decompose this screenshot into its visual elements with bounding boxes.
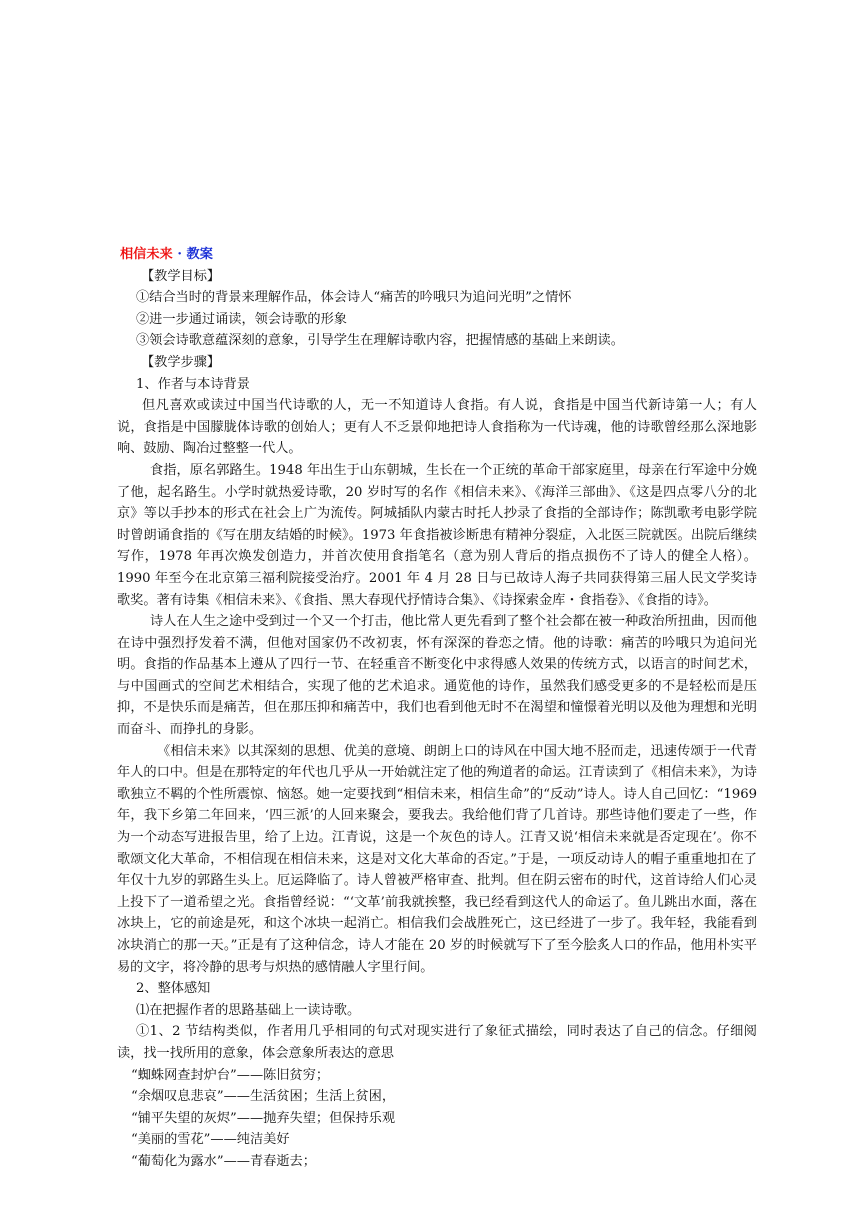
section-2-subheading: ⑴在把握作者的思路基础上一读诗歌。 [136,1002,361,1018]
imagery-item: “铺平失望的灰烬”——抛弃失望；但保持乐观 [131,1110,396,1126]
goal-item-2: ②进一步通过诵读，领会诗歌的形象 [136,311,347,327]
section-2-heading: 2、整体感知 [136,981,211,997]
heading-teaching-steps: 【教学步骤】 [141,354,221,370]
title-separator: · 教案 [177,247,213,262]
goal-item-3: ③领会诗歌意蕴深刻的意象，引导学生在理解诗歌内容，把握情感的基础上来朗读。 [136,333,624,349]
section-1-heading: 1、作者与本诗背景 [136,376,250,392]
document-title [120,244,757,266]
imagery-item: “葡萄化为露水”——青春逝去； [131,1153,316,1169]
title-main: 相信未来 [120,247,173,262]
imagery-item: “美丽的雪花”——纯洁美好 [131,1132,290,1148]
imagery-item: “蜘蛛网查封炉台”——陈旧贫穷； [131,1067,330,1083]
heading-teaching-goals: 【教学目标】 [141,268,221,284]
paragraph-intro: 但凡喜欢或读过中国当代诗歌的人，无一不知道诗人食指。有人说，食指是中国当代新诗第一人；有人说，食指是中国朦胧体诗歌的创始人；更有人不乏景仰地把诗人食指称为一代诗魂，他的诗歌曾经那么深地影响、鼓励、陶冶过整整一代人。 [117,398,757,457]
imagery-item: “余烟叹息悲哀”——生活贫困；生活上贫困， [131,1089,396,1105]
paragraph-background: 《相信未来》以其深刻的思想、优美的意境、朗朗上口的诗风在中国大地不胫而走，迅速传颂于一代青年人的口中。但是在那特定的年代也几乎从一开始就注定了他的殉道者的命运。江青读到了《相信未来》，为诗歌独立不羁的个性所震惊、恼怒。她一定要找到“相信未来，相信生命”的“反动”诗人。诗人自己回忆：“1969 年，我下乡第二年回来，‘四三派’的人回来聚会，要我去。我给他们背了几首诗。那些诗他们要走了一些，作为一个动态写进报告里，给了上边。江青说，这是一个灰色的诗人。江青又说‘相信未来就是否定现在’。你不歌颂文化大革命，不相信现在相信未来，这是对文化大革命的否定。”于是，一项反动诗人的帽子重重地扣在了年仅十九岁的郭路生头上。厄运降临了。诗人曾被严格审查、批判。但在阴云密布的时代，这首诗给人们心灵上投下了一道希望之光。食指曾经说：“‘文革’前我就挨整，我已经看到这代人的命运了。鱼儿跳出水面，落在冰块上，它的前途是死，和这个冰块一起消亡。相信我们会战胜死亡，这已经进了一步了。我年轻，我能看到冰块消亡的那一天。”正是有了这种信念，诗人才能在 20 岁的时候就写下了至今脍炙人口的作品，他用朴实平易的文字，将冷静的思考与炽热的感情融人字里行间。 [117,743,757,975]
paragraph-poetic-style: 诗人在人生之途中受到过一个又一个打击，他比常人更先看到了整个社会都在被一种政治所扭曲，因而他在诗中强烈抒发着不满，但他对国家仍不改初衷，怀有深深的眷恋之情。他的诗歌：痛苦的吟哦只为追问光明。食指的作品基本上遵从了四行一节、在轻重音不断变化中求得感人效果的传统方式，以语言的时间艺术，与中国画式的空间艺术相结合，实现了他的艺术追求。通览他的诗作，虽然我们感受更多的不是轻松而是压抑，不是快乐而是痛苦，但在那压抑和痛苦中，我们也看到他无时不在渴望和憧憬着光明以及他为理想和光明而奋斗、而挣扎的身影。 [117,614,757,738]
title-suffix: 教案 [186,247,213,262]
lesson-plan-body [117,244,757,1173]
paragraph-biography: 食指，原名郭路生。1948 年出生于山东朝城，生长在一个正统的革命干部家庭里，母亲在行军途中分娩了他，起名路生。小学时就热爱诗歌，20 岁时写的名作《相信未来》、《海洋三部曲》、《这是四点零八分的北京》等以手抄本的形式在社会上广为流传。阿城插队内蒙古时托人抄录了食指的全部诗作；陈凯歌考电影学院时曾朗诵食指的《写在朋友结婚的时候》。1973 年食指被诊断患有精神分裂症，入北医三院就医。出院后继续写作，1978 年再次焕发创造力，并首次使用食指笔名（意为别人背后的指点损伤不了诗人的健全人格）。1990 年至今在北京第三福利院接受治疗。2001 年 4 月 28 日与已故诗人海子共同获得第三届人民文学奖诗歌奖。著有诗集《相信未来》、《食指、黑大春现代抒情诗合集》、《诗探索金库・食指卷》、《食指的诗》。 [117,462,757,608]
paragraph-analysis-prompt: ①1、2 节结构类似，作者用几乎相同的句式对现实进行了象征式描绘，同时表达了自己的信念。仔细阅读，找一找所用的意象，体会意象所表达的意思 [117,1024,757,1061]
goal-item-1: ①结合当时的背景来理解作品，体会诗人“痛苦的吟哦只为追问光明”之情怀 [136,290,572,306]
